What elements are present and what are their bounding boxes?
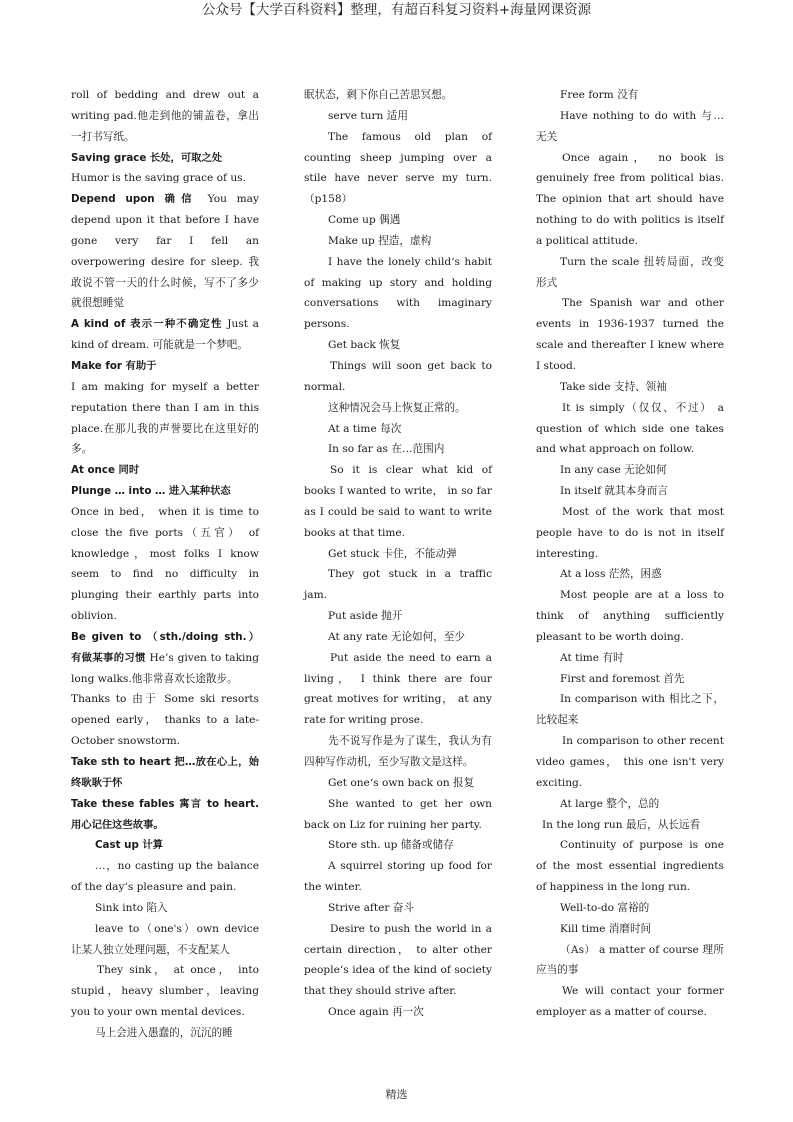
paragraph: Once in bed， when it is time to close the five ports（五官） of knowledge，most folks I know seem to find no difficulty in plunging their earthly parts into oblivion. <box>71 505 259 623</box>
paragraph: Continuity of purpose is one of the most essential ingredients of happiness in the long run. <box>536 839 724 894</box>
paragraph: Get stuck 卡住，不能动弹 <box>328 547 457 560</box>
paragraph: Once again 再一次 <box>328 1006 424 1019</box>
paragraph: Humor is the saving grace of us. <box>71 172 246 185</box>
paragraph: Make for 有助于 <box>71 359 157 372</box>
paragraph: …，no casting up the balance of the day‘s pleasure and pain. <box>71 860 259 894</box>
paragraph: A squirrel storing up food for the winter. <box>304 860 492 894</box>
paragraph: Strive after 奋斗 <box>328 901 414 914</box>
paragraph: Cast up 计算 <box>95 839 164 852</box>
text-column-right <box>536 85 724 1023</box>
paragraph: They got stuck in a traffic jam. <box>304 568 492 602</box>
paragraph: Put aside the need to earn a living， I think there are four great motives for writing， at any rate for writing prose. <box>304 651 492 727</box>
paragraph: Kill time 消磨时间 <box>560 922 652 935</box>
paragraph: At a loss 茫然，困惑 <box>560 568 662 581</box>
paragraph: leave to（one's）own device 让某人独立处理问题，不支配某人 <box>71 922 259 956</box>
paragraph: So it is clear what kid of books I wanted to write， in so far as I could be said to want to write books at that time. <box>304 464 492 539</box>
paragraph: Turn the scale 扭转局面，改变形式 <box>536 255 724 289</box>
paragraph: Get back 恢复 <box>328 339 401 352</box>
term-heading: A kind of 表示一种不确定性 <box>71 318 223 331</box>
page-header: 公众号【大学百科资料】整理，有超百科复习资料+海量网课资源 <box>201 2 592 18</box>
paragraph: They sink， at once， into stupid，heavy slumber，leaving you to your own mental devices. <box>71 964 259 1019</box>
paragraph: I am making for myself a better reputation there than I am in this place.在那儿我的声誉要比在这里好的多。 <box>71 380 259 456</box>
paragraph: Plunge … into … 进入某种状态 <box>71 485 231 498</box>
paragraph: Saving grace 长处，可取之处 <box>71 151 223 164</box>
paragraph: At time 有时 <box>560 651 624 664</box>
paragraph: First and foremost 首先 <box>560 672 685 685</box>
paragraph: Make up 捏造，虚构 <box>328 234 432 247</box>
paragraph: At large 整个，总的 <box>560 797 660 810</box>
paragraph: In comparison to other recent video games， this one isn't very exciting. <box>536 735 724 789</box>
paragraph: Put aside 抛开 <box>328 610 403 623</box>
paragraph: At once 同时 <box>71 464 140 477</box>
page-footer: 精选 <box>385 1088 408 1101</box>
paragraph: Well-to-do 富裕的 <box>560 901 650 914</box>
term-heading: Be given to （sth./doing sth.） 有做某事的习惯 <box>71 630 259 664</box>
paragraph: She wanted to get her own back on Liz for ruining her party. <box>304 797 492 831</box>
paragraph: Once again， no book is genuinely free from political bias. The opinion that art should have nothing to do with politics is itself a political attitude. <box>536 151 724 247</box>
paragraph: Sink into 陷入 <box>95 901 168 914</box>
text-column-left <box>71 85 259 1044</box>
paragraph: Thanks to 由于 Some ski resorts opened early， thanks to a late-October snowstorm. <box>71 693 259 748</box>
paragraph: I have the lonely child‘s habit of making up story and holding conversations with imaginary persons. <box>304 255 492 331</box>
paragraph: Store sth. up 储备或储存 <box>328 839 454 852</box>
term-heading: Depend upon 确信 <box>71 193 198 206</box>
paragraph: In comparison with 相比之下，比较起来 <box>536 693 724 727</box>
paragraph: In so far as 在…范围内 <box>328 443 445 456</box>
paragraph: In itself 就其本身而言 <box>560 485 668 498</box>
paragraph: Most of the work that most people have to do is not in itself interesting. <box>536 505 724 560</box>
paragraph: At a time 每次 <box>328 422 402 435</box>
paragraph: Depend upon 确信 You may depend upon it that before I have gone very far I fell an overpowering desire for sleep. 我敢说不管一天的什么时候，写不了多少就很想睡觉 <box>71 193 259 310</box>
paragraph: Take these fables 寓言 to heart. 用心记住这些故事。 <box>71 797 259 831</box>
paragraph: 这种情况会马上恢复正常的。 <box>328 401 466 414</box>
paragraph: Take side 支持、领袖 <box>560 380 667 393</box>
paragraph: 眠状态，剩下你自己苦思冥想。 <box>304 89 453 101</box>
paragraph: The Spanish war and other events in 1936-1937 turned the scale and thereafter I knew where I stood. <box>536 297 724 372</box>
paragraph: At any rate 无论如何，至少 <box>328 630 466 643</box>
paragraph: It is simply（仅仅、不过） a question of which side one takes and what approach on follow. <box>536 401 724 456</box>
paragraph: Free form 没有 <box>560 89 639 101</box>
paragraph: A kind of 表示一种不确定性 Just a kind of dream. 可能就是一个梦吧。 <box>71 318 259 352</box>
paragraph: Come up 偶遇 <box>328 214 401 227</box>
paragraph: 先不说写作是为了谋生，我认为有四种写作动机，至少写散文是这样。 <box>304 735 492 768</box>
paragraph: In any case 无论如何 <box>560 464 667 477</box>
paragraph: In the long run 最后，从长远看 <box>542 818 701 831</box>
paragraph: Have nothing to do with 与…无关 <box>536 109 724 143</box>
paragraph: Be given to （sth./doing sth.） 有做某事的习惯 He’s given to taking long walks.他非常喜欢长途散步。 <box>71 630 259 685</box>
paragraph: serve turn 适用 <box>328 109 408 122</box>
text-column-middle <box>304 85 492 1023</box>
paragraph: The famous old plan of counting sheep jumping over a stile have never serve my turn. （p158） <box>304 130 492 206</box>
paragraph: We will contact your former employer as a matter of course. <box>536 985 724 1019</box>
paragraph: （As） a matter of course 理所应当的事 <box>536 943 724 977</box>
paragraph: Things will soon get back to normal. <box>304 359 492 393</box>
paragraph: roll of bedding and drew out a writing pad.他走到他的铺盖卷，拿出一打书写纸。 <box>71 89 259 143</box>
paragraph: Most people are at a loss to think of anything sufficiently pleasant to be worth doing. <box>536 589 724 643</box>
paragraph: Get one‘s own back on 报复 <box>328 776 475 789</box>
paragraph: Desire to push the world in a certain direction， to alter other people‘s idea of the kind of society that they should strive after. <box>304 922 492 998</box>
paragraph: Take sth to heart 把…放在心上，始终耿耿于怀 <box>71 756 259 789</box>
paragraph: 马上会进入愚蠢的，沉沉的睡 <box>95 1026 233 1039</box>
